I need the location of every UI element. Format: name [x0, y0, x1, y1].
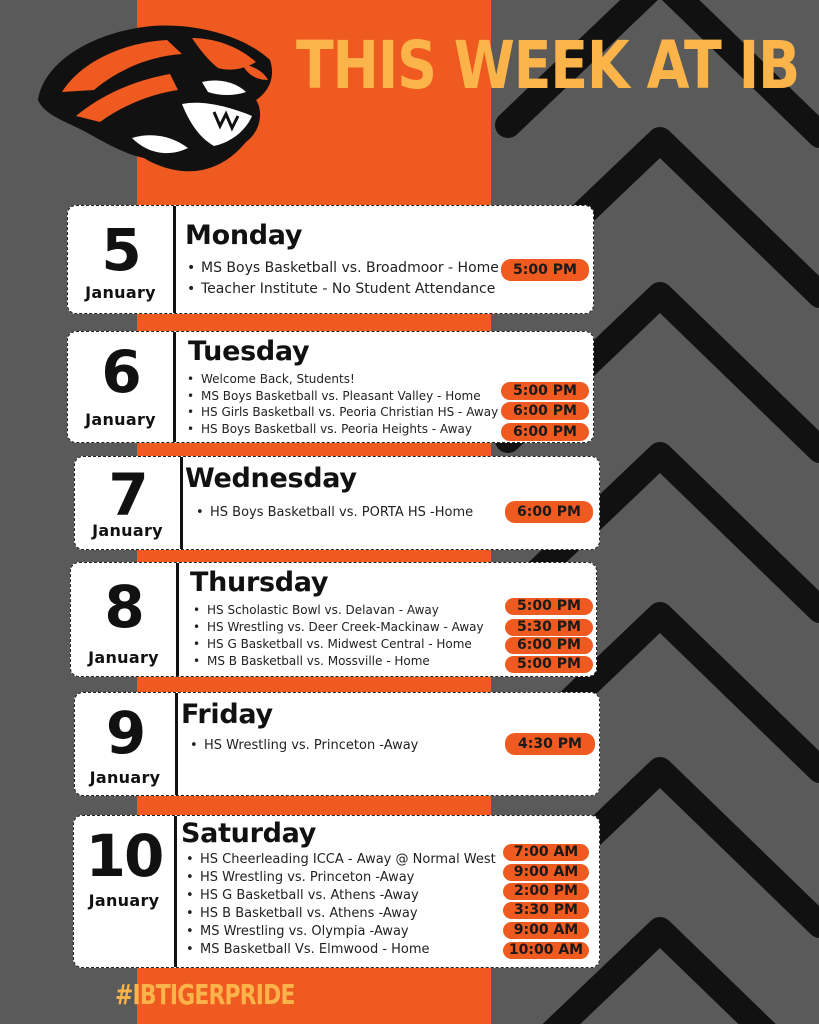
month-label: January	[89, 768, 161, 787]
time-badge: 7:00 AM	[503, 844, 589, 861]
time-badge: 5:00 PM	[501, 259, 589, 281]
event-item: • HS B Basketball vs. Athens -Away	[186, 906, 418, 921]
time-badge: 5:00 PM	[501, 382, 589, 400]
day-name: Monday	[185, 220, 303, 251]
time-badge: 5:30 PM	[505, 619, 593, 636]
time-badge: 10:00 AM	[503, 942, 589, 959]
event-item: • MS Boys Basketball vs. Broadmoor - Home	[187, 260, 499, 276]
day-card-friday	[74, 692, 600, 796]
tiger-logo-icon	[32, 20, 277, 180]
time-badge: 5:00 PM	[505, 598, 593, 615]
event-item: • MS Wrestling vs. Olympia -Away	[186, 924, 409, 939]
time-badge: 6:00 PM	[501, 423, 589, 441]
day-card-saturday	[73, 815, 600, 968]
event-item: • HS Wrestling vs. Princeton -Away	[190, 738, 419, 753]
day-card-wednesday	[74, 456, 600, 550]
date-column	[75, 457, 183, 549]
month-label: January	[88, 648, 159, 667]
date-column	[71, 563, 179, 676]
time-badge: 6:00 PM	[501, 402, 589, 420]
month-label: January	[85, 410, 156, 429]
day-card-monday	[67, 205, 594, 314]
event-item: • HS Cheerleading ICCA - Away @ Normal West	[186, 852, 496, 867]
event-item: • Teacher Institute - No Student Attendance	[187, 281, 496, 297]
date-number: 10	[85, 822, 163, 890]
time-badge: 6:00 PM	[505, 501, 593, 523]
date-number: 5	[101, 216, 140, 284]
event-item: • HS G Basketball vs. Athens -Away	[186, 888, 419, 903]
time-badge: 9:00 AM	[503, 864, 589, 881]
time-badge: 9:00 AM	[503, 922, 589, 939]
time-badge: 5:00 PM	[505, 656, 593, 673]
day-name: Wednesday	[185, 463, 357, 494]
day-card-thursday	[70, 562, 597, 677]
date-number: 7	[108, 461, 147, 529]
time-badge: 2:00 PM	[503, 883, 589, 900]
event-item: • MS B Basketball vs. Mossville - Home	[193, 654, 430, 668]
hashtag-footer: #IBTIGERPRIDE	[115, 978, 295, 1011]
date-number: 9	[105, 699, 145, 767]
event-item: • Welcome Back, Students!	[187, 372, 355, 386]
time-badge: 6:00 PM	[505, 637, 593, 654]
event-item: • HS G Basketball vs. Midwest Central - Home	[193, 637, 472, 651]
event-item: • MS Boys Basketball vs. Pleasant Valley - Home	[187, 389, 481, 403]
day-name: Thursday	[190, 567, 329, 598]
month-label: January	[88, 891, 160, 910]
time-badge: 3:30 PM	[503, 902, 589, 919]
date-column	[75, 693, 178, 795]
date-column	[68, 332, 176, 442]
event-item: • HS Scholastic Bowl vs. Delavan - Away	[193, 603, 439, 617]
month-label: January	[85, 283, 156, 302]
time-badge: 4:30 PM	[505, 733, 595, 755]
date-number: 8	[104, 573, 143, 641]
day-name: Saturday	[181, 818, 317, 849]
date-column	[74, 816, 177, 967]
event-item: • HS Wrestling vs. Deer Creek-Mackinaw - Away	[193, 620, 484, 634]
page-title: THIS WEEK AT IB	[296, 27, 799, 104]
event-item: • HS Wrestling vs. Princeton -Away	[186, 870, 415, 885]
event-item: • HS Girls Basketball vs. Peoria Christian HS - Away	[187, 405, 499, 419]
day-name: Tuesday	[188, 336, 310, 367]
event-item: • MS Basketball Vs. Elmwood - Home	[186, 942, 430, 957]
event-item: • HS Boys Basketball vs. Peoria Heights - Away	[187, 422, 472, 436]
month-label: January	[92, 521, 163, 540]
date-column	[68, 206, 176, 313]
day-card-tuesday	[67, 331, 594, 443]
date-number: 6	[101, 338, 140, 406]
day-name: Friday	[181, 699, 273, 730]
event-item: • HS Boys Basketball vs. PORTA HS -Home	[196, 505, 474, 520]
